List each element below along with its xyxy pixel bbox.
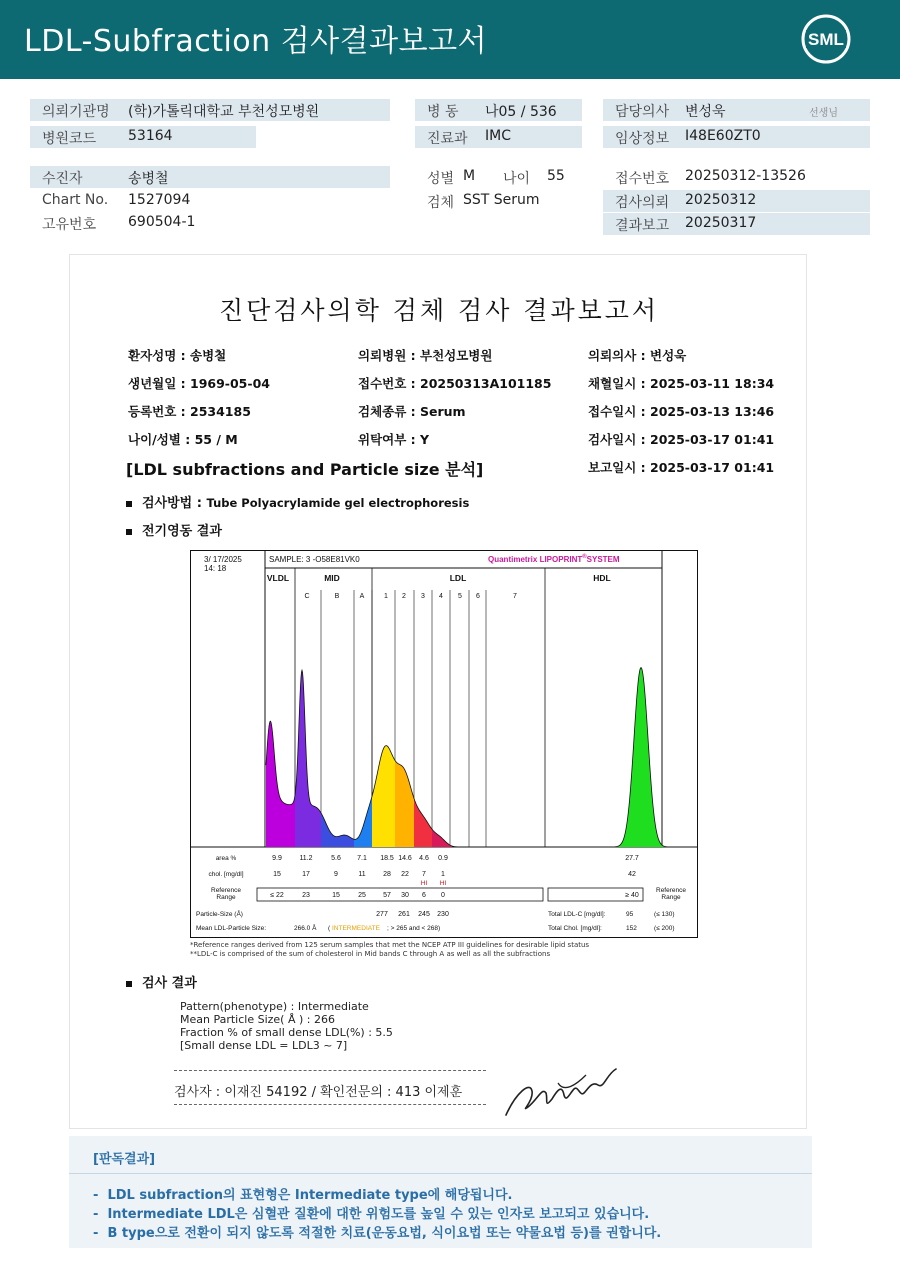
info-label: 수진자 bbox=[42, 171, 83, 187]
specimen-type: 검체종류 : Serum bbox=[358, 404, 466, 419]
report-document bbox=[69, 254, 807, 1129]
electrophoresis-label: 전기영동 결과 bbox=[142, 524, 222, 539]
info-specimen bbox=[415, 190, 585, 212]
reference-value: 23 bbox=[302, 892, 310, 899]
info-unique-no bbox=[30, 212, 390, 234]
mean-size-range: ; > 265 and < 268) bbox=[387, 925, 441, 932]
info-label: 의뢰기관명 bbox=[42, 104, 110, 120]
area-value: 4.6 bbox=[419, 855, 429, 862]
area-value: 14.6 bbox=[398, 855, 412, 862]
reference-value: 15 bbox=[332, 892, 340, 899]
total-chol-label: Total Chol. [mg/dl]: bbox=[548, 925, 602, 932]
info-value: M bbox=[463, 168, 476, 184]
interpretation-item: - Intermediate LDL은 심혈관 질환에 대한 위험도를 높일 수 있는 인자로 보고되고 있습니다. bbox=[93, 1207, 650, 1222]
result-mean-size: Mean Particle Size( Å ) : 266 bbox=[180, 1013, 335, 1026]
info-value: 1527094 bbox=[128, 192, 191, 208]
info-sex-age bbox=[415, 166, 585, 188]
region-label: HDL bbox=[593, 573, 611, 583]
info-department bbox=[415, 126, 582, 148]
method-value: Tube Polyacrylamide gel electrophoresis bbox=[206, 496, 470, 510]
area-value: 11.2 bbox=[299, 855, 313, 862]
total-chol-ref: (≤ 200) bbox=[654, 925, 675, 932]
info-chart-no bbox=[30, 190, 390, 212]
region-label: VLDL bbox=[266, 573, 290, 583]
reference-value: 0 bbox=[441, 892, 445, 899]
particle-size-value: 230 bbox=[437, 911, 449, 918]
chol-value: 17 bbox=[302, 871, 310, 878]
info-value: 나05 / 536 bbox=[485, 104, 557, 120]
band-label: 2 bbox=[402, 593, 406, 600]
info-label: 접수번호 bbox=[615, 171, 670, 187]
band-label: 1 bbox=[384, 593, 388, 600]
area-value: 9.9 bbox=[272, 855, 282, 862]
row-label-ref: Reference bbox=[211, 887, 241, 894]
info-value: 변성욱 bbox=[685, 104, 726, 120]
mean-size-paren: ( bbox=[328, 925, 331, 932]
registered-mark: ® bbox=[582, 554, 587, 560]
chart-system: Quantimetrix LIPOPRINT bbox=[488, 555, 583, 564]
patient-name: 환자성명 : 송병철 bbox=[128, 348, 227, 363]
chol-value: 15 bbox=[273, 871, 281, 878]
birth-date: 생년월일 : 1969-05-04 bbox=[128, 376, 270, 391]
info-value: 송병철 bbox=[128, 171, 169, 187]
info-label: 담당의사 bbox=[615, 104, 670, 120]
info-label: Chart No. bbox=[42, 192, 109, 208]
reference-label: Reference bbox=[656, 887, 686, 894]
interpretation-panel bbox=[69, 1136, 812, 1248]
hi-flag: HI bbox=[439, 880, 447, 887]
info-label: 검체 bbox=[427, 195, 455, 211]
area-value: 18.5 bbox=[380, 855, 394, 862]
receipt-number: 접수번호 : 20250313A101185 bbox=[358, 376, 552, 391]
info-value: SST Serum bbox=[463, 192, 540, 208]
requesting-doctor: 의뢰의사 : 변성욱 bbox=[588, 348, 687, 363]
chart-time: 14: 18 bbox=[204, 564, 227, 573]
band-label: C bbox=[304, 593, 310, 600]
band-label: B bbox=[334, 593, 340, 600]
total-chol-value: 152 bbox=[626, 925, 637, 932]
logo-text: SML bbox=[808, 30, 844, 49]
info-value: 20250312 bbox=[685, 192, 757, 208]
chol-value: 1 bbox=[441, 871, 445, 878]
region-label: LDL bbox=[449, 573, 467, 583]
row-label-mean: Mean LDL-Particle Size: bbox=[196, 925, 267, 932]
info-ward bbox=[415, 99, 582, 121]
result-fraction: Fraction % of small dense LDL(%) : 5.5 bbox=[180, 1026, 393, 1039]
band-label: A bbox=[359, 593, 365, 600]
result-sdldl-def: [Small dense LDL = LDL3 ~ 7] bbox=[180, 1039, 348, 1052]
row-label-size: Particle-Size (Å) bbox=[196, 911, 243, 918]
chart-system-suffix: SYSTEM bbox=[586, 555, 620, 564]
particle-size-value: 277 bbox=[376, 911, 388, 918]
row-label-ref: Range bbox=[216, 894, 236, 901]
chart-date: 3/ 17/2025 bbox=[204, 555, 242, 564]
info-value: 20250312-13526 bbox=[685, 168, 806, 184]
info-label: 성별 bbox=[427, 171, 455, 187]
chol-value: 22 bbox=[401, 871, 409, 878]
interpretation-item: - LDL subfraction의 표현형은 Intermediate type에 해당됩니다. bbox=[93, 1188, 513, 1203]
reference-value: 6 bbox=[422, 892, 426, 899]
divider bbox=[174, 1104, 486, 1105]
info-label: 나이 bbox=[503, 171, 531, 187]
chol-value: 42 bbox=[628, 871, 636, 878]
result-label: 검사 결과 bbox=[142, 976, 197, 991]
info-report-date bbox=[603, 213, 870, 235]
area-value: 5.6 bbox=[331, 855, 341, 862]
interpretation-divider bbox=[69, 1173, 812, 1174]
info-value: (학)가톨릭대학교 부천성모병원 bbox=[128, 104, 320, 120]
reference-value: 57 bbox=[383, 892, 391, 899]
info-label: 진료과 bbox=[427, 131, 468, 147]
area-value: 27.7 bbox=[625, 855, 639, 862]
sml-logo bbox=[800, 13, 852, 65]
chol-value: 9 bbox=[334, 871, 338, 878]
info-patient bbox=[30, 166, 390, 188]
band-label: 7 bbox=[513, 593, 517, 600]
chol-value: 7 bbox=[422, 871, 426, 878]
result-heading bbox=[126, 972, 197, 991]
requesting-hospital: 의뢰병원 : 부천성모병원 bbox=[358, 348, 493, 363]
chol-value: 28 bbox=[383, 871, 391, 878]
info-label: 결과보고 bbox=[615, 218, 670, 234]
interpretation-title: [판독결과] bbox=[93, 1152, 156, 1167]
tested-time: 검사일시 : 2025-03-17 01:41 bbox=[588, 432, 775, 447]
band-label: 4 bbox=[439, 593, 443, 600]
mean-size-class: INTERMEDIATE bbox=[332, 925, 380, 932]
reference-value: ≤ 22 bbox=[270, 892, 284, 899]
mean-size-value: 266.0 Å bbox=[294, 925, 317, 932]
info-label: 병 동 bbox=[427, 104, 459, 120]
area-value: 0.9 bbox=[438, 855, 448, 862]
region-label: MID bbox=[324, 573, 340, 583]
signature-image bbox=[498, 1063, 623, 1123]
info-value: 55 bbox=[547, 168, 565, 184]
row-label-chol: chol. [mg/dl] bbox=[208, 871, 244, 878]
method-line bbox=[126, 492, 469, 511]
lipoprint-chart bbox=[190, 550, 698, 938]
registration-number: 등록번호 : 2534185 bbox=[128, 404, 251, 419]
info-clinical bbox=[603, 126, 870, 148]
info-hospital-code bbox=[30, 126, 256, 148]
outsourced: 위탁여부 : Y bbox=[358, 432, 430, 447]
report-title: 진단검사의학 검체 검사 결과보고서 bbox=[218, 296, 660, 325]
result-pattern: Pattern(phenotype) : Intermediate bbox=[180, 1000, 369, 1013]
band-label: 5 bbox=[458, 593, 462, 600]
total-ldl-value: 95 bbox=[626, 911, 634, 918]
footnote-2: **LDL-C is comprised of the sum of cholesterol in Mid bands C through A as well as all the subfractions bbox=[190, 950, 551, 958]
info-value: 53164 bbox=[128, 128, 173, 144]
info-label: 임상정보 bbox=[615, 131, 670, 147]
report-header bbox=[0, 0, 900, 79]
hi-flag: HI bbox=[420, 880, 428, 887]
chart-sample: SAMPLE: 3 -O58E81VK0 bbox=[269, 555, 360, 564]
reference-value: 25 bbox=[358, 892, 366, 899]
reference-value: 30 bbox=[401, 892, 409, 899]
band-label: 6 bbox=[476, 593, 480, 600]
header-title: LDL-Subfraction 검사결과보고서 bbox=[24, 24, 488, 59]
received-time: 접수일시 : 2025-03-13 13:46 bbox=[588, 404, 775, 419]
reported-time: 보고일시 : 2025-03-17 01:41 bbox=[588, 460, 775, 475]
info-value: 690504-1 bbox=[128, 214, 196, 230]
method-label: 검사방법 : bbox=[142, 496, 202, 511]
total-ldl-ref: (≤ 130) bbox=[654, 911, 675, 918]
doctor-suffix: 선생님 bbox=[809, 108, 838, 119]
info-value: IMC bbox=[485, 128, 511, 144]
reference-label: Range bbox=[661, 894, 681, 901]
info-hospital bbox=[30, 99, 390, 121]
info-request-date bbox=[603, 190, 870, 212]
footnote-1: *Reference ranges derived from 125 serum samples that met the NCEP ATP III guidelines for desirable lipid status bbox=[190, 941, 590, 949]
svg-text:Quantimetrix LIPOPRINT®SYSTEM bbox=[488, 553, 620, 564]
info-label: 검사의뢰 bbox=[615, 195, 670, 211]
info-value: I48E60ZT0 bbox=[685, 128, 761, 144]
total-ldl-label: Total LDL-C [mg/dl]: bbox=[548, 911, 606, 918]
interpretation-item: - B type으로 전환이 되지 않도록 적절한 치료(운동요법, 식이요법 또는 약물요법 등)를 권합니다. bbox=[93, 1226, 662, 1241]
reference-value: ≥ 40 bbox=[625, 892, 639, 899]
row-label-area: area % bbox=[215, 855, 237, 862]
age-sex: 나이/성별 : 55 / M bbox=[128, 432, 238, 447]
band-label: 3 bbox=[421, 593, 425, 600]
electrophoresis-heading bbox=[126, 520, 222, 539]
particle-size-value: 245 bbox=[418, 911, 430, 918]
info-doctor bbox=[603, 99, 870, 121]
section-title: [LDL subfractions and Particle size 분석] bbox=[126, 460, 484, 479]
info-label: 고유번호 bbox=[42, 217, 97, 233]
particle-size-value: 261 bbox=[398, 911, 410, 918]
inspector-line: 검사자 : 이재진 54192 / 확인전문의 : 413 이제훈 bbox=[174, 1085, 463, 1100]
info-label: 병원코드 bbox=[42, 131, 97, 147]
info-value: 20250317 bbox=[685, 215, 757, 231]
info-receipt bbox=[603, 166, 870, 188]
chol-value: 11 bbox=[358, 871, 366, 878]
divider bbox=[174, 1070, 486, 1071]
area-value: 7.1 bbox=[357, 855, 367, 862]
collect-time: 채혈일시 : 2025-03-11 18:34 bbox=[588, 376, 775, 391]
